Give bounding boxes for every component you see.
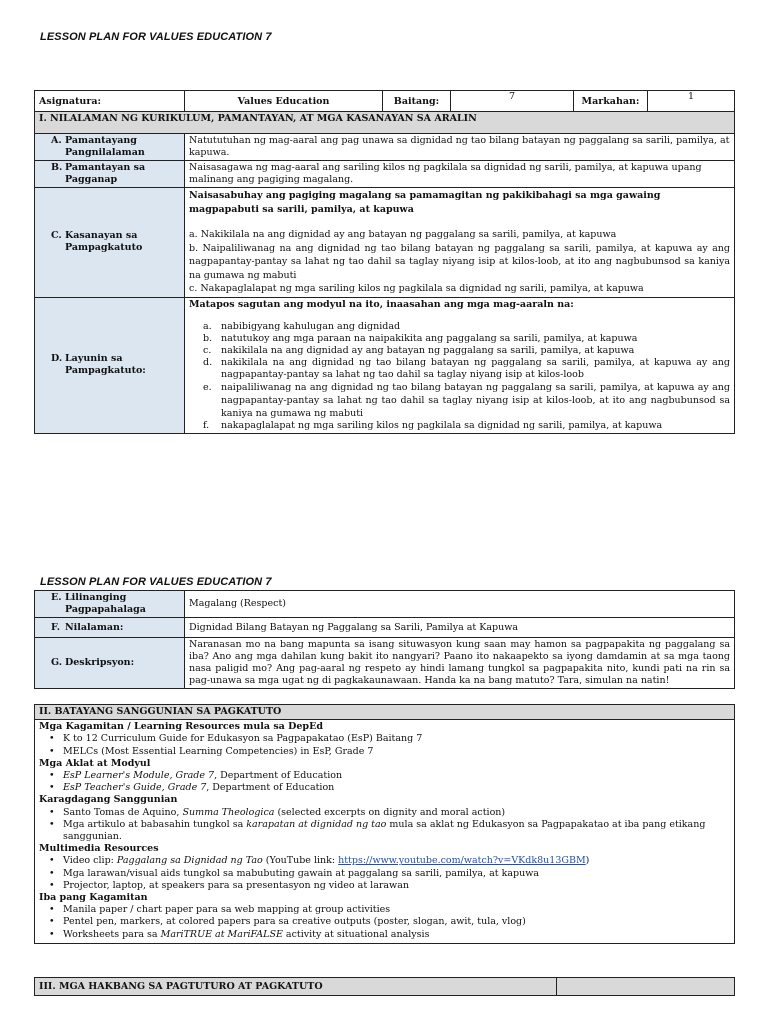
row-d-heading: Matapos sagutan ang modyul na ito, inaasahan ang mga mag-aaraln na: xyxy=(189,298,574,310)
row-e xyxy=(35,591,735,618)
youtube-link[interactable]: https://www.youtube.com/watch?v=VKdk8u13GBM xyxy=(338,855,586,867)
row-b-letter: B. xyxy=(51,162,63,173)
list-item: • Projector, laptop, at speakers para sa presentasyon ng video at larawan xyxy=(49,879,409,891)
row-g-label: Deskripsyon: xyxy=(65,657,135,668)
row-d-label: Layunin sa Pampagkatuto: xyxy=(65,353,146,376)
row-e-letter: E. xyxy=(51,592,62,603)
row-c-item: a. Nakikilala na ang dignidad ay ang batayan ng paggalang sa sarili, pamilya, at kapuwa xyxy=(189,229,617,240)
other-materials-group-title: Iba pang Kagamitan xyxy=(39,892,148,904)
row-c-item: c. Nakapaglalapat ng mga sariling kilos ng pagkilala sa dignidad ng sarili, pamilya, at kapuwa xyxy=(189,283,644,294)
row-a xyxy=(35,134,735,161)
row-a-label: Pamantayang Pangnilalaman xyxy=(65,135,145,158)
list-item: • EsP Teacher's Guide, Grade 7, Department of Education xyxy=(49,782,335,794)
section-3-heading: III. MGA HAKBANG SA PAGTUTURO AT PAGKATUTO xyxy=(35,978,557,996)
row-c-letter: C. xyxy=(51,230,62,242)
objective-item: b. natutukoy ang mga paraan na naipakikita ang paggalang sa sarili, pamilya, at kapuwa xyxy=(203,332,638,344)
row-e-label: Lilinanging Pagpapahalaga xyxy=(65,592,146,615)
row-f-letter: F. xyxy=(51,621,61,633)
books-group-title: Mga Aklat at Modyul xyxy=(39,757,151,769)
objective-item: a. nabibigyang kahulugan ang dignidad xyxy=(203,320,401,332)
header-row xyxy=(35,91,735,112)
row-a-letter: A. xyxy=(51,135,62,146)
objective-item: f. nakapaglalapat ng mga sariling kilos ng pagkilala sa dignidad ng sarili, pamilya, at kapuwa xyxy=(203,419,663,431)
list-item: • Pentel pen, markers, at colored papers para sa creative outputs (poster, slogan, awit, tula, vlog) xyxy=(49,916,526,928)
list-item: • Santo Tomas de Aquino, Summa Theologica (selected excerpts on dignity and moral action) xyxy=(49,806,506,818)
row-g-letter: G. xyxy=(51,657,63,668)
section-2-heading: II. BATAYANG SANGGUNIAN SA PAGKATUTO xyxy=(35,705,735,720)
other-materials-list xyxy=(39,904,730,941)
list-item: • Mga larawan/visual aids tungkol sa mabubuting gawain at paggalang sa sarili, pamilya, at kapuwa xyxy=(49,867,540,879)
books-list xyxy=(39,770,730,794)
asignatura-value: Values Education xyxy=(185,91,383,112)
markahan-value: 1 xyxy=(648,91,735,112)
multimedia-group-title: Multimedia Resources xyxy=(39,843,159,855)
additional-group-title: Karagdagang Sanggunian xyxy=(39,794,178,806)
row-g xyxy=(35,638,735,689)
section-3-side-cell xyxy=(557,978,735,996)
multimedia-list xyxy=(39,855,730,892)
resources-table xyxy=(34,704,735,944)
row-c-item: b. Naipaliliwanag na ang dignidad ng tao bilang batayan ng paggalang sa sarili, pamilya, at kapuwa ay ang nagpapantay-pantay sa lahat ng tao dahil sa taglay niyang isip at kilos-loob, at ito ang nagbubunsod sa kaniya na gumawa ng mabuti xyxy=(189,242,730,281)
list-item: • Video clip: Paggalang sa Dignidad ng Tao (YouTube link: https://www.youtube.com/watch?v=VKdk8u13GBM) xyxy=(49,855,590,867)
objective-item: c. nakikilala na ang dignidad ay ang batayan ng paggalang sa sarili, pamilya, at kapuwa xyxy=(203,344,635,356)
row-d xyxy=(35,297,735,433)
objectives-list xyxy=(189,321,730,432)
resources-group-title: Mga Kagamitan / Learning Resources mula sa DepEd xyxy=(39,721,323,733)
list-item: • MELCs (Most Essential Learning Competencies) in EsP, Grade 7 xyxy=(49,745,374,757)
values-table xyxy=(34,590,735,689)
row-a-text: Natututuhan ng mag-aaral ang pag unawa sa dignidad ng tao bilang batayan ng paggalang sa sarili, pamilya, at kapuwa. xyxy=(185,134,735,161)
baitang-label: Baitang: xyxy=(383,91,451,112)
page-title-2: LESSON PLAN FOR VALUES EDUCATION 7 xyxy=(40,576,272,588)
list-item: • Worksheets para sa MariTRUE at MariFALSE activity at situational analysis xyxy=(49,928,430,940)
row-c-label: Kasanayan sa Pampagkatuto xyxy=(65,230,143,254)
row-f xyxy=(35,618,735,638)
list-item: • K to 12 Curriculum Guide for Edukasyon sa Pagpapakatao (EsP) Baitang 7 xyxy=(49,733,423,745)
procedures-table xyxy=(34,977,735,996)
additional-list xyxy=(39,807,730,844)
resources-list xyxy=(39,733,730,757)
objective-item: d. nakikilala na ang dignidad ng tao bilang batayan ng paggalang sa sarili, pamilya, at kapuwa ay ang nagpapantay-pantay sa lahat ng tao dahil sa taglay niyang isip at kilos-loob xyxy=(203,356,730,380)
curriculum-table xyxy=(34,90,735,434)
row-f-text: Dignidad Bilang Batayan ng Paggalang sa Sarili, Pamilya at Kapuwa xyxy=(185,618,735,638)
row-g-text: Naranasan mo na bang mapunta sa isang situwasyon kung saan may hamon sa pagpapakita ng paggalang sa iba? Ano ang mga dahilan kung bakit ito nangyari? Paano ito nakaapekto sa iyong damdamin at sa mga taong nasa paligid mo? Ang pag-aaral ng respeto ay hindi lamang tungkol sa pagpapakita nito, kundi pati na rin sa pag-unawa sa mga ugat ng di pagkakaunawaan. Handa ka na bang matuto? Tara, simulan na natin! xyxy=(185,638,735,689)
list-item: • Manila paper / chart paper para sa web mapping at group activities xyxy=(49,904,391,916)
row-c xyxy=(35,188,735,298)
row-f-label: Nilalaman: xyxy=(65,621,124,633)
row-d-letter: D. xyxy=(51,353,63,364)
row-b-label: Pamantayan sa Pagganap xyxy=(65,162,146,185)
row-b xyxy=(35,161,735,188)
asignatura-label: Asignatura: xyxy=(35,91,185,112)
list-item: • Mga artikulo at babasahin tungkol sa karapatan at dignidad ng tao mula sa aklat ng Edukasyon sa Pagpapakatao at iba pang etikang sanggunian. xyxy=(49,818,706,843)
row-b-text: Naisasagawa ng mag-aaral ang sariling kilos ng pagkilala sa dignidad ng sarili, pamilya, at kapuwa upang malinang ang pagiging magalang. xyxy=(185,161,735,188)
row-c-heading: Naisasabuhay ang pagiging magalang sa pamamagitan ng pakikibahagi sa mga gawaing magpapabuti sa sarili, pamilya, at kapuwa xyxy=(189,190,661,215)
row-e-text: Magalang (Respect) xyxy=(185,591,735,618)
baitang-value: 7 xyxy=(451,91,574,112)
markahan-label: Markahan: xyxy=(574,91,648,112)
page-title: LESSON PLAN FOR VALUES EDUCATION 7 xyxy=(40,31,272,43)
objective-item: e. naipaliliwanag na ang dignidad ng tao bilang batayan ng paggalang sa sarili, pamilya, at kapuwa ay ang nagpapantay-pantay sa lahat ng tao dahil sa taglay niyang isip at kilos-loob, at ito ang nagbubunsod sa kaniya na gumawa ng mabuti xyxy=(203,381,730,419)
section-1-heading: I. NILALAMAN NG KURIKULUM, PAMANTAYAN, AT MGA KASANAYAN SA ARALIN xyxy=(35,112,735,134)
list-item: • EsP Learner's Module, Grade 7, Department of Education xyxy=(49,770,343,782)
